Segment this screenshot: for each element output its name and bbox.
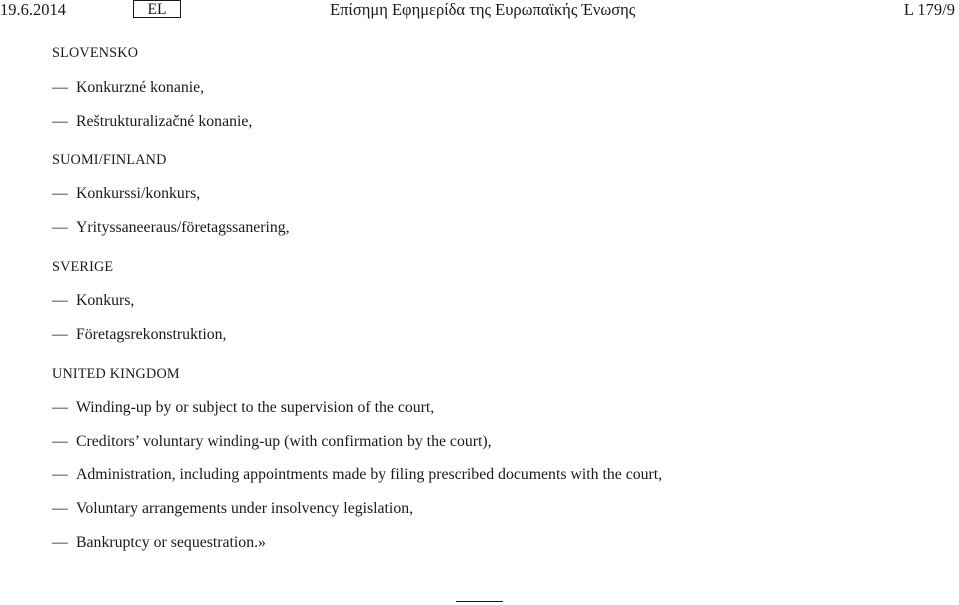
footnote-separator-rule [456,601,503,602]
dash-marker: — [52,219,68,236]
language-code-box: EL [133,0,181,18]
country-heading-united-kingdom: UNITED KINGDOM [52,366,180,382]
page-header [0,0,959,22]
list-item-text: Administration, including appointments made by filing prescribed documents with the court, [76,466,663,483]
list-item [52,113,252,131]
list-item-text: Yrityssaneeraus/företagssanering, [76,219,290,236]
list-item-text: Bankruptcy or sequestration.» [76,534,266,551]
country-heading-sverige: SVERIGE [52,259,114,275]
list-item [52,399,434,417]
page-reference: L 179/9 [903,0,955,19]
list-item-text: Voluntary arrangements under insolvency legislation, [76,500,414,517]
list-item [52,219,290,237]
list-item-text: Reštrukturalizačné konanie, [76,113,253,130]
country-heading-suomi-finland: SUOMI/FINLAND [52,152,167,168]
dash-marker: — [52,326,68,343]
journal-title: Επίσημη Εφημερίδα της Ευρωπαϊκής Ένωσης [330,0,636,19]
list-item-text: Konkurzné konanie, [76,79,205,96]
list-item [52,326,227,344]
list-item-text: Företagsrekonstruktion, [76,326,227,343]
dash-marker: — [52,500,68,517]
list-item [52,466,662,484]
dash-marker: — [52,113,68,130]
dash-marker: — [52,534,68,551]
publication-date: 19.6.2014 [0,0,66,19]
list-item-text: Creditors’ voluntary winding-up (with confirmation by the court), [76,433,492,450]
list-item [52,79,204,97]
dash-marker: — [52,185,68,202]
dash-marker: — [52,292,68,309]
dash-marker: — [52,399,68,416]
list-item [52,185,200,203]
list-item [52,534,266,552]
list-item-text: Konkurssi/konkurs, [76,185,201,202]
list-item-text: Winding-up by or subject to the supervision of the court, [76,399,435,416]
list-item [52,433,492,451]
list-item [52,500,413,518]
dash-marker: — [52,466,68,483]
list-item-text: Konkurs, [76,292,135,309]
dash-marker: — [52,79,68,96]
list-item [52,292,134,310]
country-heading-slovensko: SLOVENSKO [52,45,139,61]
dash-marker: — [52,433,68,450]
